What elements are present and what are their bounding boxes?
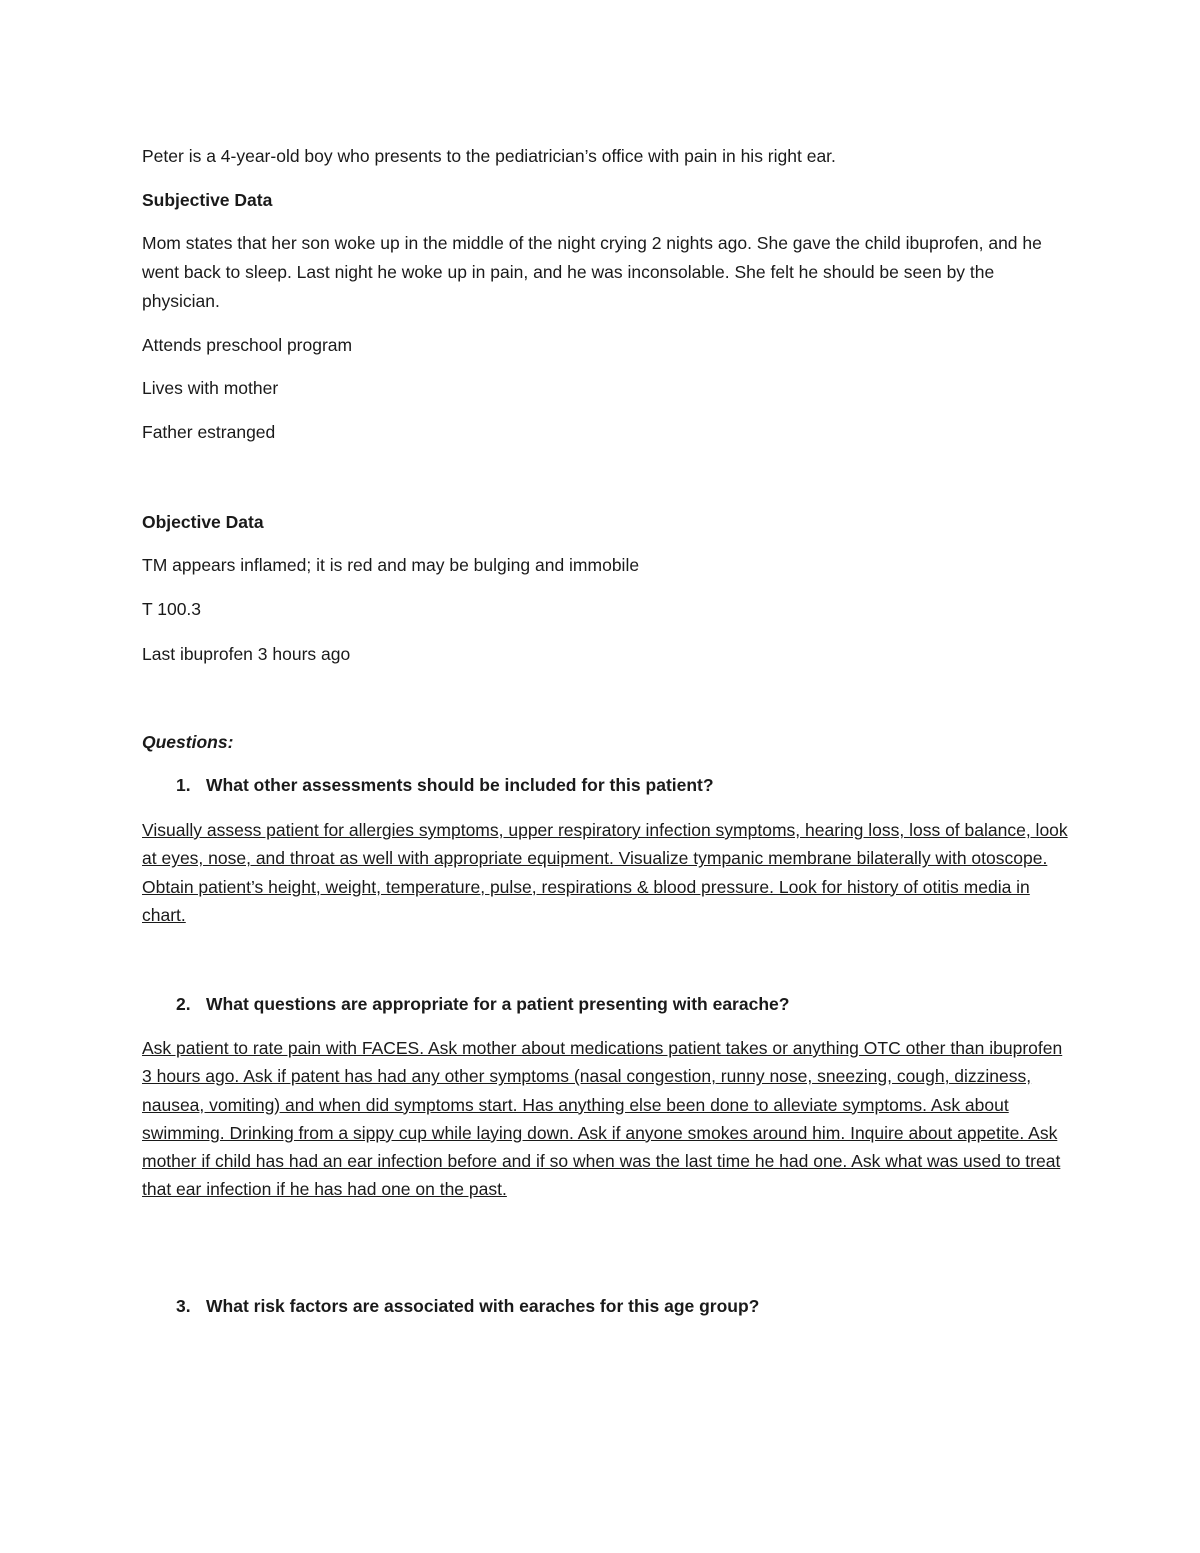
- objective-item: TM appears inflamed; it is red and may be bulging and immobile: [142, 555, 640, 575]
- subjective-item: Attends preschool program: [142, 335, 353, 355]
- question-1: [142, 771, 1072, 800]
- subjective-paragraph: Mom states that her son woke up in the middle of the night crying 2 nights ago. She gave the child ibuprofen, and he went back to sleep. Last night he woke up in pain, and he was inconsolable. She felt he should be seen by the physician.: [142, 233, 1042, 311]
- objective-heading: Objective Data: [142, 512, 264, 532]
- question-number: 3.: [176, 1296, 191, 1316]
- question-text: What questions are appropriate for a patient presenting with earache?: [206, 994, 790, 1014]
- intro-text: Peter is a 4-year-old boy who presents to the pediatrician’s office with pain in his right ear.: [142, 146, 836, 166]
- question-number: 2.: [176, 994, 191, 1014]
- subjective-item: Father estranged: [142, 422, 276, 442]
- answer-1: Visually assess patient for allergies symptoms, upper respiratory infection symptoms, hearing loss, loss of balance, look at eyes, nose, and throat as well with appropriate equipment. Visualize tympanic membrane bilaterally with otoscope. Obtain patient’s height, weight, temperature, pulse, respirations & blood pressure. Look for history of otitis media in chart.: [142, 820, 1068, 925]
- subjective-heading: Subjective Data: [142, 190, 273, 210]
- question-text: What risk factors are associated with earaches for this age group?: [206, 1296, 760, 1316]
- question-number: 1.: [176, 775, 191, 795]
- questions-heading: Questions:: [142, 732, 234, 752]
- objective-item: T 100.3: [142, 599, 202, 619]
- question-3: [142, 1292, 1072, 1321]
- subjective-item: Lives with mother: [142, 378, 279, 398]
- answer-2: Ask patient to rate pain with FACES. Ask mother about medications patient takes or anything OTC other than ibuprofen 3 hours ago. Ask if patent has had any other symptoms (nasal congestion, runny nose, sneezing, cough, dizziness, nausea, vomiting) and when did symptoms start. Has anything else been done to alleviate symptoms. Ask about swimming. Drinking from a sippy cup while laying down. Ask if anyone smokes around him. Inquire about appetite. Ask mother if child has had an ear infection before and if so when was the last time he had one. Ask what was used to treat that ear infection if he has had one on the past.: [142, 1038, 1063, 1200]
- question-text: What other assessments should be included for this patient?: [206, 775, 714, 795]
- objective-item: Last ibuprofen 3 hours ago: [142, 644, 351, 664]
- question-2: [142, 990, 1072, 1019]
